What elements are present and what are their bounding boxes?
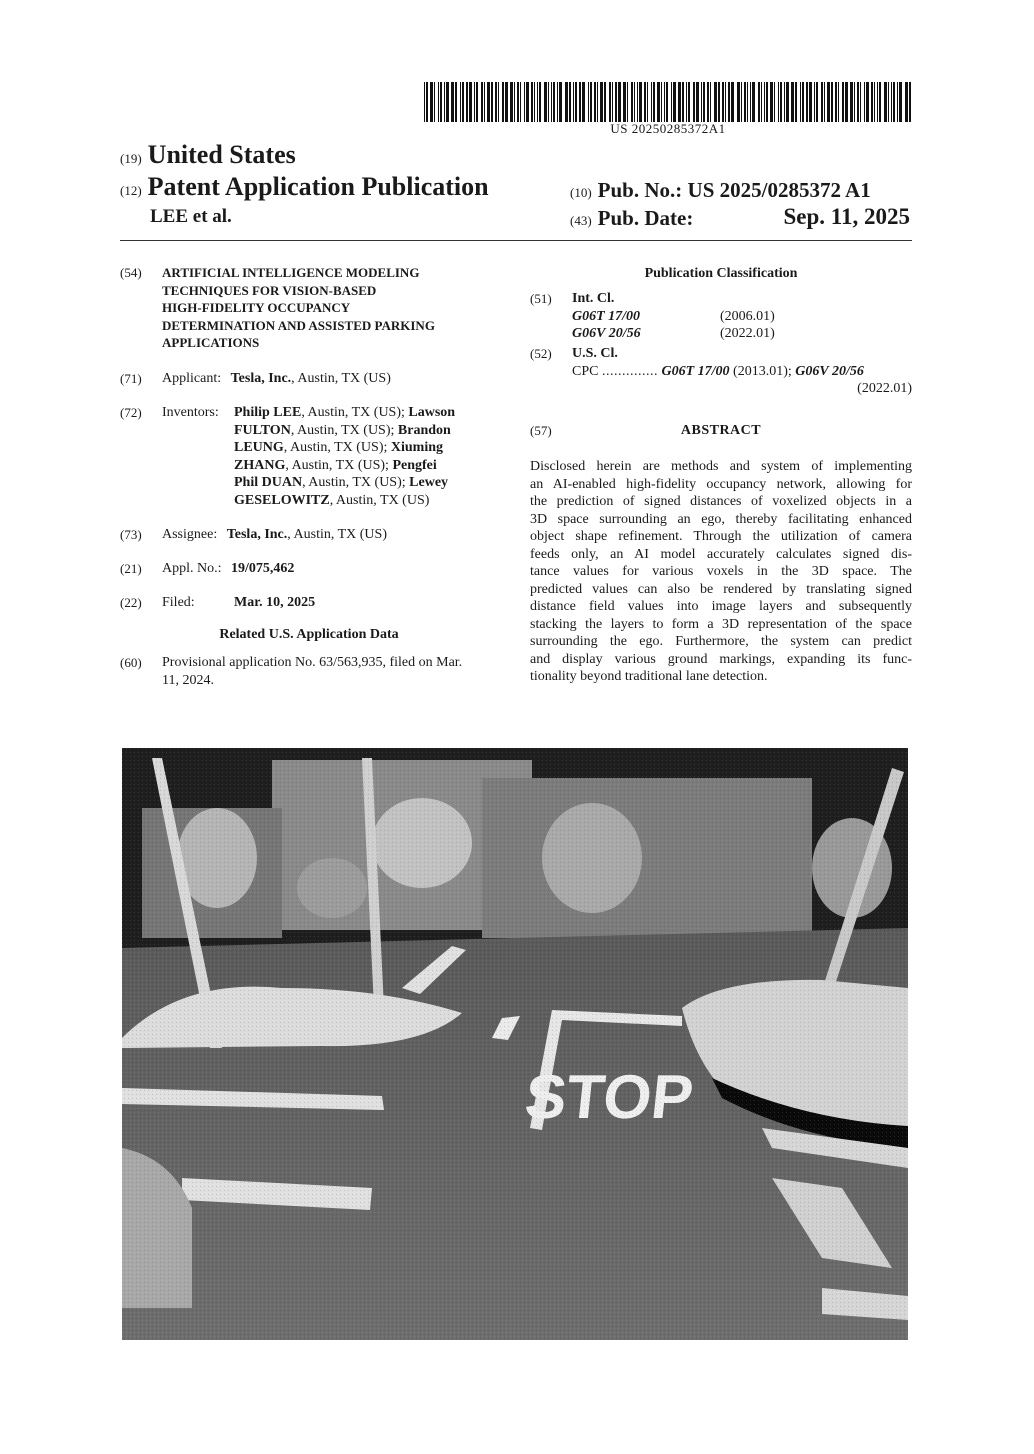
barcode-bar (758, 82, 760, 122)
barcode-bar (888, 82, 889, 122)
barcode-bar (639, 82, 642, 122)
inventor-line (234, 492, 514, 510)
barcode-bar (838, 82, 839, 122)
inventor-line (234, 439, 514, 457)
inventor-location: , Austin, TX (US); (283, 440, 391, 455)
barcode-number: US 20250285372A1 (610, 121, 726, 136)
barcode-bar (774, 82, 775, 122)
cpc-class-2: G06V 20/56 (795, 363, 864, 379)
barcode-bar (444, 82, 445, 122)
applicant-name: Tesla, Inc. (230, 371, 292, 386)
barcode-bar (784, 82, 785, 122)
country-name: United States (147, 140, 296, 169)
assignee-name: Tesla, Inc. (226, 527, 288, 542)
assignee-label: Assignee: (162, 527, 218, 542)
barcode-bar (481, 82, 483, 122)
barcode-bar (857, 82, 859, 122)
abstract-line: and display various ground markings, expanding its func- (530, 651, 912, 667)
barcode-bar (487, 82, 490, 122)
publication-date (570, 206, 910, 231)
barcode-bar (766, 82, 768, 122)
appl-no-value: 19/075,462 (231, 561, 295, 576)
inventor-name: Phil DUAN (234, 475, 303, 490)
barcode-bar (764, 82, 765, 122)
barcode-bar (579, 82, 581, 122)
barcode-bar (484, 82, 485, 122)
barcode-bar (809, 82, 812, 122)
pub-date-label: Pub. Date: (597, 206, 694, 230)
barcode-bar (860, 82, 861, 122)
abstract-heading: ABSTRACT (680, 423, 762, 438)
classification-heading: Publication Classification (644, 266, 798, 281)
barcode-bar (600, 82, 603, 122)
inventor-location: , Austin, TX (US); (301, 405, 409, 420)
barcode-bar (725, 82, 726, 122)
cpc-version-2: (2022.01) (857, 381, 912, 396)
abstract-line: Disclosed herein are methods and system of implementing (530, 459, 912, 474)
barcode-bar (750, 82, 751, 122)
title-line: ARTIFICIAL INTELLIGENCE MODELING (162, 265, 420, 280)
barcode-bar (891, 82, 892, 122)
barcode-bar (604, 82, 606, 122)
abstract-line: feeds only, an AI model accurately calculates signed dis- (530, 546, 912, 562)
publication-number (570, 178, 871, 203)
barcode-bar (795, 82, 797, 122)
barcode-bar (710, 82, 711, 122)
barcode-bar (551, 82, 552, 122)
code-60: (60) (120, 655, 142, 670)
int-cl-row (572, 325, 912, 343)
code-21: (21) (120, 561, 142, 576)
barcode-bar (446, 82, 449, 122)
abstract-line: tionality beyond traditional lane detection. (530, 669, 768, 684)
parking-lot-render (122, 748, 908, 1340)
barcode-bar (526, 82, 529, 122)
barcode-bar (510, 82, 513, 122)
barcode-bar (644, 82, 646, 122)
barcode-bar (696, 82, 699, 122)
barcode-bar (505, 82, 508, 122)
barcode (424, 82, 912, 122)
cpc-line (572, 363, 912, 381)
barcode-bar (722, 82, 724, 122)
barcode-bar (884, 82, 887, 122)
barcode-bar (909, 82, 911, 122)
cpc-dots: .............. (601, 363, 658, 379)
code-19: (19) (120, 151, 142, 166)
int-cl-label: Int. Cl. (572, 291, 615, 306)
inventor-name: Lewey (409, 475, 449, 490)
barcode-bar (821, 82, 823, 122)
barcode-bar (539, 82, 541, 122)
inventor-line (234, 404, 514, 422)
abstract-line: surrounding the ego. Furthermore, the system can predict (530, 634, 912, 649)
barcode-bar (666, 82, 668, 122)
barcode-bar (802, 82, 804, 122)
barcode-bar (544, 82, 547, 122)
abstract-line: object shape refinement. Through the utilization of camera (530, 529, 912, 544)
assignee-location: , Austin, TX (US) (287, 527, 387, 542)
barcode-bar (575, 82, 577, 122)
abstract-text (530, 458, 912, 686)
pub-date-value: Sep. 11, 2025 (783, 204, 910, 229)
barcode-bar (498, 82, 499, 122)
barcode-bar (664, 82, 665, 122)
first-inventor: LEE et al. (150, 206, 232, 227)
barcode-bar (682, 82, 684, 122)
barcode-bar (430, 82, 433, 122)
publication-type-heading (120, 172, 489, 202)
appl-no-field (162, 560, 294, 578)
filed-date: Mar. 10, 2025 (234, 595, 316, 610)
pub-no-label: Pub. No.: (597, 178, 683, 202)
code-73: (73) (120, 527, 142, 542)
barcode-bar (718, 82, 720, 122)
invention-title (162, 264, 435, 352)
barcode-bar (491, 82, 493, 122)
inventor-name: Philip LEE (234, 405, 302, 420)
barcode-bar (623, 82, 626, 122)
barcode-bar (653, 82, 655, 122)
inventor-name: ZHANG (234, 457, 286, 473)
pub-no-value: US 2025/0285372 A1 (687, 178, 871, 202)
assignee-field (162, 526, 387, 544)
barcode-bar (495, 82, 497, 122)
occupancy-render-figure (122, 748, 908, 1340)
barcode-bar (728, 82, 730, 122)
barcode-bar (424, 82, 425, 122)
int-cl-rows (572, 308, 912, 343)
barcode-bar (752, 82, 755, 122)
barcode-bar (747, 82, 748, 122)
abstract-line: tance values for various voxels in the 3D space. The (530, 564, 912, 579)
barcode-bar (744, 82, 746, 122)
barcode-bar (637, 82, 638, 122)
barcode-bar (845, 82, 848, 122)
barcode-bar (514, 82, 515, 122)
barcode-bar (874, 82, 875, 122)
barcode-bar (573, 82, 574, 122)
title-line: APPLICATIONS (162, 335, 260, 350)
int-cl-version: (2022.01) (720, 326, 775, 341)
barcode-bar (548, 82, 549, 122)
barcode-bar (426, 82, 428, 122)
barcode-bar (800, 82, 801, 122)
applicant-label: Applicant: (162, 371, 222, 386)
barcode-bar (476, 82, 478, 122)
applicant-field (162, 370, 391, 388)
inventor-name: LEUNG (234, 440, 284, 455)
inventor-name: Brandon (397, 422, 451, 438)
barcode-bar (553, 82, 555, 122)
inventor-line (234, 457, 514, 475)
barcode-bar (671, 82, 672, 122)
barcode-bar (618, 82, 621, 122)
barcode-bar (559, 82, 562, 122)
barcode-bar (520, 82, 521, 122)
barcode-bar (678, 82, 681, 122)
barcode-bar (524, 82, 525, 122)
barcode-bar (686, 82, 687, 122)
barcode-bar (438, 82, 439, 122)
barcode-bar (893, 82, 895, 122)
title-line: HIGH-FIDELITY OCCUPANCY (162, 300, 351, 315)
abstract-line: the prediction of signed distances of voxelized objects in a (530, 494, 912, 509)
barcode-bar (534, 82, 535, 122)
barcode-bar (460, 82, 461, 122)
barcode-bar (714, 82, 717, 122)
barcode-bar (434, 82, 435, 122)
barcode-bar (615, 82, 617, 122)
barcode-bar (731, 82, 734, 122)
code-72: (72) (120, 405, 142, 420)
barcode-bar (741, 82, 742, 122)
code-52: (52) (530, 346, 552, 361)
barcode-bar (440, 82, 442, 122)
inventors-list (234, 404, 514, 509)
publication-type: Patent Application Publication (147, 172, 489, 201)
barcode-bar (814, 82, 815, 122)
barcode-bar (905, 82, 908, 122)
barcode-bar (582, 82, 585, 122)
inventor-location: , Austin, TX (US) (329, 492, 430, 508)
barcode-bar (827, 82, 830, 122)
inventor-name: Lawson (408, 405, 456, 420)
code-54: (54) (120, 265, 142, 280)
title-line: TECHNIQUES FOR VISION-BASED (162, 282, 377, 298)
int-cl-class: G06V 20/56 (572, 326, 641, 341)
barcode-bar (761, 82, 762, 122)
barcode-bar (897, 82, 898, 122)
country-heading (120, 140, 296, 170)
provisional-text (162, 654, 462, 689)
barcode-bar (565, 82, 568, 122)
title-line: DETERMINATION AND ASSISTED PARKING (162, 317, 435, 333)
inventors-label: Inventors: (162, 405, 219, 420)
inventor-name: FULTON (234, 422, 291, 438)
barcode-bar (673, 82, 676, 122)
barcode-bar (780, 82, 782, 122)
barcode-bar (879, 82, 881, 122)
provisional-line: Provisional application No. 63/563,935, filed on Mar. (162, 655, 463, 670)
barcode-bar (647, 82, 648, 122)
barcode-bar (791, 82, 794, 122)
barcode-bar (517, 82, 519, 122)
int-cl-class: G06T 17/00 (572, 308, 641, 324)
appl-no-label: Appl. No.: (162, 561, 222, 576)
abstract-line: distance field values into image layers and subsequently (530, 599, 912, 614)
barcode-bar (557, 82, 558, 122)
barcode-bar (835, 82, 837, 122)
abstract-line: 3D space surrounding an ego, thereby facilitating enhanced (530, 511, 912, 527)
barcode-bar (612, 82, 613, 122)
barcode-bar (651, 82, 652, 122)
int-cl-row (572, 308, 912, 326)
barcode-bar (657, 82, 660, 122)
barcode-bar (693, 82, 695, 122)
barcode-bar (770, 82, 773, 122)
inventor-line (234, 474, 514, 492)
inventor-location: , Austin, TX (US); (290, 422, 398, 438)
cpc-version-1: (2013.01); (729, 363, 796, 379)
inventor-location: , Austin, TX (US); (302, 475, 410, 490)
barcode-bar (590, 82, 592, 122)
barcode-bar (806, 82, 808, 122)
barcode-bar (701, 82, 702, 122)
int-cl-version: (2006.01) (720, 308, 775, 324)
barcode-bar (824, 82, 825, 122)
barcode-bar (707, 82, 709, 122)
barcode-bar (871, 82, 873, 122)
filed-label: Filed: (162, 595, 195, 610)
barcode-bar (594, 82, 596, 122)
code-71: (71) (120, 371, 142, 386)
barcode-bar (462, 82, 464, 122)
abstract-line: stacking the layers to form a 3D representation of the space (530, 616, 912, 632)
barcode-bar (569, 82, 571, 122)
barcode-bar (469, 82, 472, 122)
barcode-bar (831, 82, 833, 122)
barcode-bar (842, 82, 844, 122)
barcode-bar (609, 82, 611, 122)
barcode-bar (866, 82, 869, 122)
barcode-bar (778, 82, 779, 122)
barcode-bar (451, 82, 454, 122)
inventor-location: , Austin, TX (US); (285, 457, 393, 473)
inventor-name: Xiuming (390, 440, 444, 455)
barcode-bar (597, 82, 598, 122)
barcode-bar (877, 82, 878, 122)
cpc-class-1: G06T 17/00 (661, 363, 730, 379)
barcode-bar (537, 82, 538, 122)
related-data-heading: Related U.S. Application Data (219, 627, 399, 642)
inventor-name: GESELOWITZ (234, 492, 330, 508)
barcode-bar (899, 82, 902, 122)
barcode-bar (634, 82, 635, 122)
provisional-line: 11, 2024. (162, 672, 214, 688)
code-22: (22) (120, 595, 142, 610)
barcode-bar (588, 82, 589, 122)
barcode-bar (661, 82, 662, 122)
applicant-location: , Austin, TX (US) (291, 371, 391, 386)
header-divider (120, 240, 912, 241)
abstract-heading-row (530, 422, 912, 440)
barcode-bar (502, 82, 504, 122)
cpc-label: CPC (572, 363, 599, 379)
barcode-bar (474, 82, 475, 122)
barcode-bar (737, 82, 740, 122)
code-43: (43) (570, 213, 592, 228)
barcode-bar (466, 82, 468, 122)
barcode-bar (455, 82, 457, 122)
barcode-bar (786, 82, 789, 122)
code-10: (10) (570, 185, 592, 200)
abstract-line: an AI-enabled high-fidelity occupancy network, allowing for (530, 476, 912, 492)
barcode-bar (631, 82, 633, 122)
barcode-bar (531, 82, 533, 122)
barcode-bar (627, 82, 628, 122)
barcode-bar (688, 82, 690, 122)
code-57: (57) (530, 423, 552, 438)
code-12: (12) (120, 183, 142, 198)
us-cl-label: U.S. Cl. (572, 346, 618, 361)
barcode-bar (703, 82, 705, 122)
barcode-bar (864, 82, 865, 122)
inventor-line (234, 422, 514, 440)
barcode-bar (816, 82, 818, 122)
inventor-name: Pengfei (392, 457, 437, 473)
barcode-bar (850, 82, 853, 122)
barcode-bar (854, 82, 855, 122)
abstract-line: predicted values can also be rendered by translating signed (530, 581, 912, 597)
code-51: (51) (530, 291, 552, 306)
